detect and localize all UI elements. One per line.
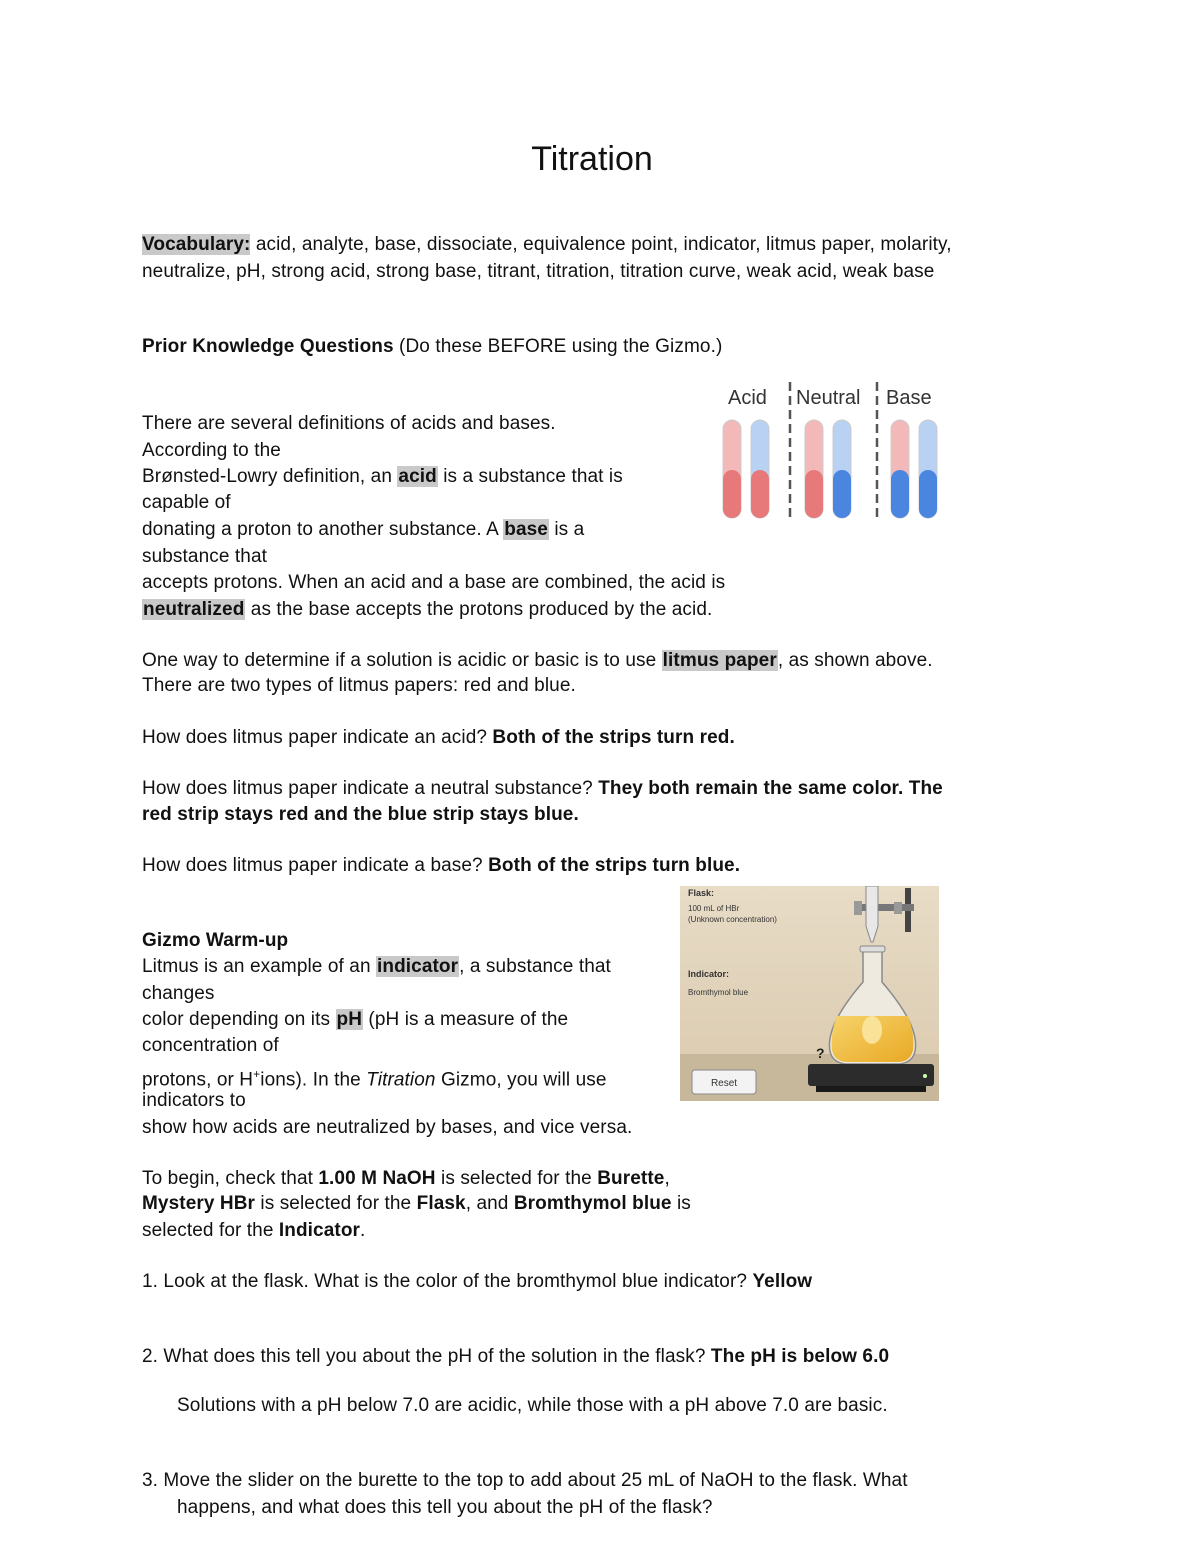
vocabulary-line-1: Vocabulary: acid, analyte, base, dissociate, equivalence point, indicator, litmus paper, molarity, <box>142 234 952 255</box>
ph-note: Solutions with a pH below 7.0 are acidic, while those with a pH above 7.0 are basic. <box>177 1395 888 1416</box>
paragraph-line: indicators to <box>142 1090 246 1111</box>
answer-neutral-line-2: red strip stays red and the blue strip stays blue. <box>142 804 579 825</box>
litmus-label-acid: Acid <box>728 387 767 409</box>
term-neutralized: neutralized <box>143 599 245 620</box>
answer-base: Both of the strips turn blue. <box>488 855 741 876</box>
gizmo-screenshot <box>680 886 939 1101</box>
litmus-tube-liquid <box>833 470 851 518</box>
answer-neutral: They both remain the same color. The <box>598 778 943 799</box>
term-litmus-paper: litmus paper <box>662 650 777 671</box>
question-base: How does litmus paper indicate a base? Both of the strips turn blue. <box>142 855 741 876</box>
paragraph-line: color depending on its pH (pH is a measure of the <box>142 1009 569 1030</box>
litmus-tube-liquid <box>919 470 937 518</box>
paragraph-line: To begin, check that 1.00 M NaOH is selected for the Burette, <box>142 1168 670 1189</box>
svg-text:?: ? <box>816 1045 825 1061</box>
paragraph-line: protons, or H+ions). In the Titration Gizmo, you will use <box>142 1067 607 1091</box>
question-acid: How does litmus paper indicate an acid? Both of the strips turn red. <box>142 727 735 748</box>
paragraph-line: Mystery HBr is selected for the Flask, and Bromthymol blue is <box>142 1193 691 1214</box>
answer-acid: Both of the strips turn red. <box>492 727 735 748</box>
paragraph-line: Brønsted-Lowry definition, an acid is a substance that is <box>142 466 623 487</box>
paragraph-line: accepts protons. When an acid and a base are combined, the acid is <box>142 572 726 593</box>
question-3: 3. Move the slider on the burette to the top to add about 25 mL of NaOH to the flask. What <box>142 1470 908 1491</box>
term-acid: acid <box>398 466 437 487</box>
paragraph-line: One way to determine if a solution is acidic or basic is to use litmus paper, as shown above. <box>142 650 933 671</box>
question-3-line-2: happens, and what does this tell you about the pH of the flask? <box>177 1497 713 1518</box>
paragraph-line: concentration of <box>142 1035 279 1056</box>
page-title: Titration <box>531 140 653 178</box>
paragraph-line: Litmus is an example of an indicator, a substance that <box>142 956 611 977</box>
litmus-label-neutral: Neutral <box>796 387 861 409</box>
litmus-tube-liquid <box>751 470 769 518</box>
term-indicator: indicator <box>376 956 459 977</box>
question-2: 2. What does this tell you about the pH of the solution in the flask? The pH is below 6.0 <box>142 1346 890 1367</box>
prior-knowledge-heading: Prior Knowledge Questions (Do these BEFORE using the Gizmo.) <box>142 336 723 357</box>
paragraph-line: According to the <box>142 440 281 461</box>
vocabulary-line-2: neutralize, pH, strong acid, strong base, titrant, titration, titration curve, weak acid, weak base <box>142 261 935 282</box>
question-1: 1. Look at the flask. What is the color of the bromthymol blue indicator? Yellow <box>142 1271 813 1292</box>
paragraph-line: show how acids are neutralized by bases, and vice versa. <box>142 1117 633 1138</box>
paragraph-line: There are two types of litmus papers: red and blue. <box>142 675 576 696</box>
litmus-tube-liquid <box>723 470 741 518</box>
gizmo-reset-button: Reset <box>710 1078 738 1089</box>
litmus-tube-liquid <box>891 470 909 518</box>
gizmo-indicator-label: Indicator: <box>688 969 730 979</box>
term-base: base <box>504 519 548 540</box>
litmus-label-base: Base <box>886 387 932 409</box>
paragraph-line: selected for the Indicator. <box>142 1220 366 1241</box>
gizmo-flask-value: 100 mL of HBr <box>688 904 740 913</box>
paragraph-line: changes <box>142 983 215 1004</box>
litmus-figure <box>718 376 944 524</box>
answer-1: Yellow <box>752 1271 813 1292</box>
gizmo-flask-value-2: (Unknown concentration) <box>688 915 777 924</box>
vocabulary-label: Vocabulary: <box>142 234 251 255</box>
gizmo-indicator-value: Bromthymol blue <box>688 988 749 997</box>
question-neutral: How does litmus paper indicate a neutral substance? They both remain the same color. The <box>142 778 943 799</box>
gizmo-flask-label: Flask: <box>688 888 715 898</box>
paragraph-line: neutralized as the base accepts the protons produced by the acid. <box>143 599 713 620</box>
answer-2: The pH is below 6.0 <box>710 1346 890 1367</box>
paragraph-line: donating a proton to another substance. A base is a <box>142 519 585 540</box>
paragraph-line: capable of <box>142 492 231 513</box>
paragraph-line: There are several definitions of acids and bases. <box>142 413 556 434</box>
paragraph-line: substance that <box>142 546 267 567</box>
warmup-heading: Gizmo Warm-up <box>142 930 289 951</box>
litmus-tube-liquid <box>805 470 823 518</box>
term-ph: pH <box>336 1009 363 1030</box>
